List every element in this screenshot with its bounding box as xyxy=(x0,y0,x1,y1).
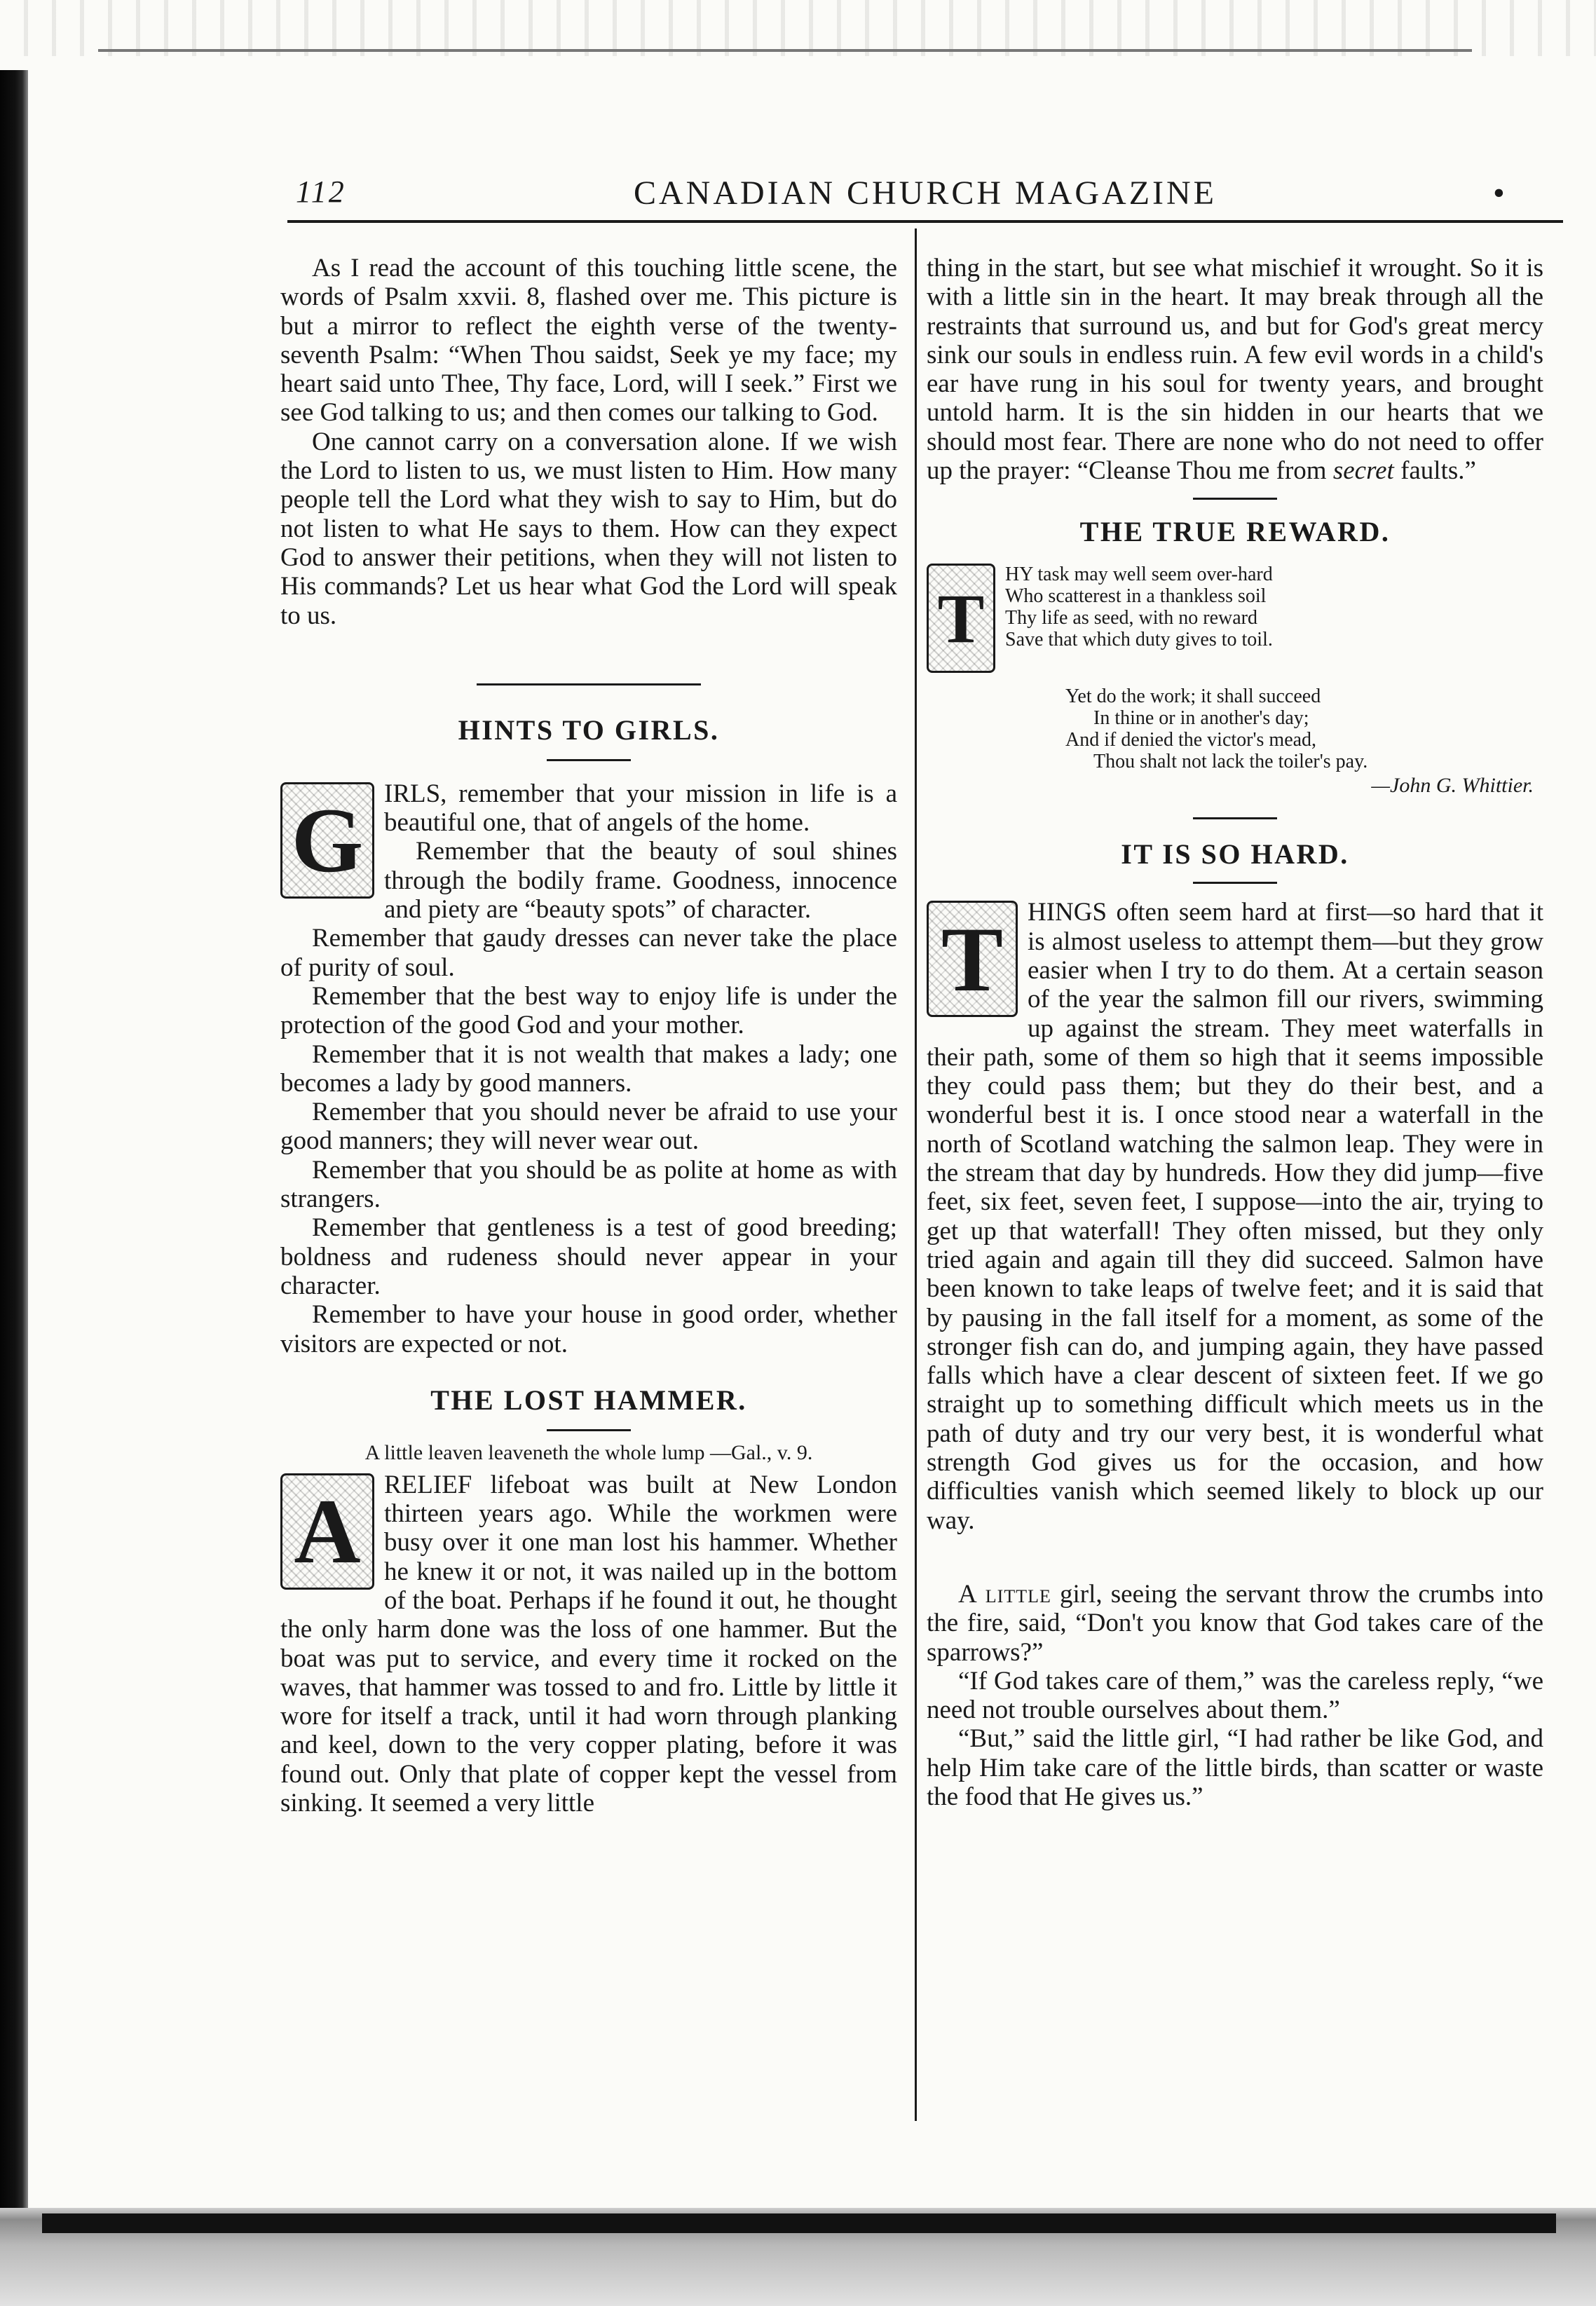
scan-binding-shadow xyxy=(0,70,28,2229)
magazine-title: CANADIAN CHURCH MAGAZINE xyxy=(634,175,1217,212)
continuation-emphasis: secret xyxy=(1332,456,1394,486)
poem-stanza-2 xyxy=(927,685,1543,772)
poem-line: Thou shalt not lack the toiler's pay. xyxy=(1093,751,1368,773)
title-rule xyxy=(547,759,631,761)
title-rule xyxy=(1193,882,1277,884)
continuation-text-end: faults.” xyxy=(1400,456,1476,486)
section-rule xyxy=(477,683,701,685)
poem-line: In thine or in another's day; xyxy=(1093,707,1309,730)
hints-paragraph: Remember that you should be as polite at home as with strangers. xyxy=(280,1155,897,1214)
opening-article xyxy=(280,254,897,630)
scan-bottom-band xyxy=(42,2213,1556,2233)
lost-hammer-continuation xyxy=(927,254,1543,485)
poem-line: Who scatterest in a thankless soil xyxy=(1005,585,1267,608)
so-hard-text: HINGS often seem hard at first—so hard that it is almost useless to attempt them—but they grow easier when I try to do them. At a certain season of the year the salmon fill our rivers, swimming up against the stream. They meet waterfalls in their path, some of them so high that it seems impossible they could pass them; but they do their best, and a wonderful best it is. I once stood near a waterfall in the north of Scotland watching the salmon leap. They were in the stream that day by hundreds. How they did jump—five feet, six feet, seven feet, I suppose—into the air, trying to get up that waterfall! They often missed, but they only tried again and again till they did succeed. Salmon have been known to take leaps of twelve feet; and it is said that by pausing in the fall itself for a moment, as some of the stronger fish can do, and jumping again, they have passed falls which have a clear descent of sixteen feet. If we go straight up to something difficult which meets us in the path of duty and try our very best, it is wonderful what strength God gives us for the occasion, and how difficulties vanish which seemed likely to block up our way. xyxy=(927,898,1543,1535)
hints-paragraph: Remember that the best way to enjoy life is under the protection of the good God and your mother. xyxy=(280,981,897,1040)
it-is-so-hard-article xyxy=(927,838,1543,1535)
true-reward-poem xyxy=(927,515,1543,798)
opening-paragraph: As I read the account of this touching little scene, the words of Psalm xxvii. 8, flashed over me. This picture is but a mirror to reflect the eighth verse of the twenty-seventh Psalm: “When Thou saidst, Seek ye my face; my heart said unto Thee, Thy face, Lord, will I seek.” First we see God talking to us; and then comes our talking to God. xyxy=(280,254,897,428)
lost-hammer-text: RELIEF lifeboat was built at New London thirteen years ago. While the workmen were busy over it one man lost his hammer. Whether he knew it or not, it was nailed up in the bottom of the boat. Perhaps if he found it out, he thought the only harm done was the loss of one hammer. But the boat was put to service, and every time it rocked on the waves, that hammer was tossed to and fro. Little by little it wore for itself a track, until it had worn through planking and keel, down to the very copper plating, before it was found out. Only that plate of copper kept the vessel from sinking. It seemed a very little xyxy=(280,1470,897,1818)
poem-line: Save that which duty gives to toil. xyxy=(1005,629,1273,651)
scan-top-edge xyxy=(0,0,1596,56)
continuation-text: thing in the start, but see what mischief it wrought. So it is with a little sin in the heart. It may break through all the restraints that surround us, and but for God's great mercy sink our souls in endless ruin. A few evil words in a child's ear have rung in his soul for twenty years, and brought untold harm. It is the sin hidden in our hearts that we should most fear. There are none who do not need to offer up the prayer: “Cleanse Thou me from xyxy=(927,254,1543,486)
header-mark: • xyxy=(1493,175,1505,212)
poem-line: And if denied the victor's mead, xyxy=(1065,729,1317,751)
anecdote-paragraph: “If God takes care of them,” was the careless reply, “we need not trouble ourselves about them.” xyxy=(927,1666,1543,1725)
drop-cap-t-ornament: T xyxy=(927,564,995,673)
lost-hammer-article xyxy=(280,1384,897,1818)
right-column xyxy=(927,254,1543,1811)
scan-top-line xyxy=(98,49,1472,52)
hints-paragraph: Remember that it is not wealth that makes a lady; one becomes a lady by good manners. xyxy=(280,1039,897,1098)
drop-cap-g-ornament: G xyxy=(280,782,374,899)
hints-paragraph: Remember that gentleness is a test of good breeding; boldness and rudeness should never appear in your character. xyxy=(280,1213,897,1300)
poem-line: Thy life as seed, with no reward xyxy=(1005,607,1257,629)
lost-hammer-paragraph xyxy=(280,1471,897,1818)
anecdote-lead: A little xyxy=(958,1579,1051,1609)
anecdote-paragraph: “But,” said the little girl, “I had rather be like God, and help Him take care of the little birds, than scatter or waste the food that He gives us.” xyxy=(927,1724,1543,1811)
section-rule xyxy=(1193,817,1277,819)
poem-line: Yet do the work; it shall succeed xyxy=(1065,685,1321,708)
poem-signature: —John G. Whittier. xyxy=(1371,774,1534,798)
drop-cap-t-ornament: T xyxy=(927,901,1018,1017)
poem-body xyxy=(927,564,1543,673)
so-hard-paragraph xyxy=(927,898,1543,1535)
hints-paragraph: Remember that you should never be afraid to use your good manners; they will never wear out. xyxy=(280,1098,897,1156)
lost-hammer-epigraph: A little leaven leaveneth the whole lump —Gal., v. 9. xyxy=(364,1440,813,1464)
title-rule xyxy=(547,1429,631,1431)
left-column xyxy=(280,254,897,1817)
anecdote-text: girl, seeing the servant throw the crumbs into the fire, said, “Don't you know that God takes care of the sparrows?” xyxy=(927,1579,1544,1667)
lost-hammer-title: THE LOST HAMMER. xyxy=(430,1384,747,1416)
hints-paragraph: Remember to have your house in good order, whether visitors are expected or not. xyxy=(280,1300,897,1358)
header-rule xyxy=(287,220,1563,223)
hints-paragraph: Remember that gaudy dresses can never take the place of purity of soul. xyxy=(280,924,897,982)
section-rule xyxy=(1193,498,1277,500)
true-reward-title: THE TRUE REWARD. xyxy=(1079,516,1391,548)
hints-to-girls-title: HINTS TO GIRLS. xyxy=(458,714,720,746)
poem-line: HY task may well seem over-hard xyxy=(1005,564,1273,586)
continuation-paragraph xyxy=(927,254,1543,485)
hints-to-girls-article xyxy=(280,714,897,1358)
hints-lead-text: IRLS, remember that your mission in life is a beautiful one, that of angels of the home. xyxy=(384,779,897,838)
page-header xyxy=(287,174,1563,216)
page-number: 112 xyxy=(296,175,346,209)
column-divider xyxy=(915,228,917,2121)
little-girl-anecdote xyxy=(927,1580,1543,1811)
anecdote-paragraph xyxy=(927,1580,1543,1667)
hints-paragraph: Remember that the beauty of soul shines through the bodily frame. Goodness, innocence and piety are “beauty spots” of character. xyxy=(384,837,897,925)
drop-cap-a-ornament: A xyxy=(280,1473,374,1590)
opening-paragraph: One cannot carry on a conversation alone. If we wish the Lord to listen to us, we must listen to Him. How many people tell the Lord what they wish to say to Him, but do not listen to what He says to them. How can they expect God to answer their petitions, when they will not listen to His commands? Let us hear what God the Lord will speak to us. xyxy=(280,427,897,630)
it-is-so-hard-title: IT IS SO HARD. xyxy=(1121,838,1349,871)
